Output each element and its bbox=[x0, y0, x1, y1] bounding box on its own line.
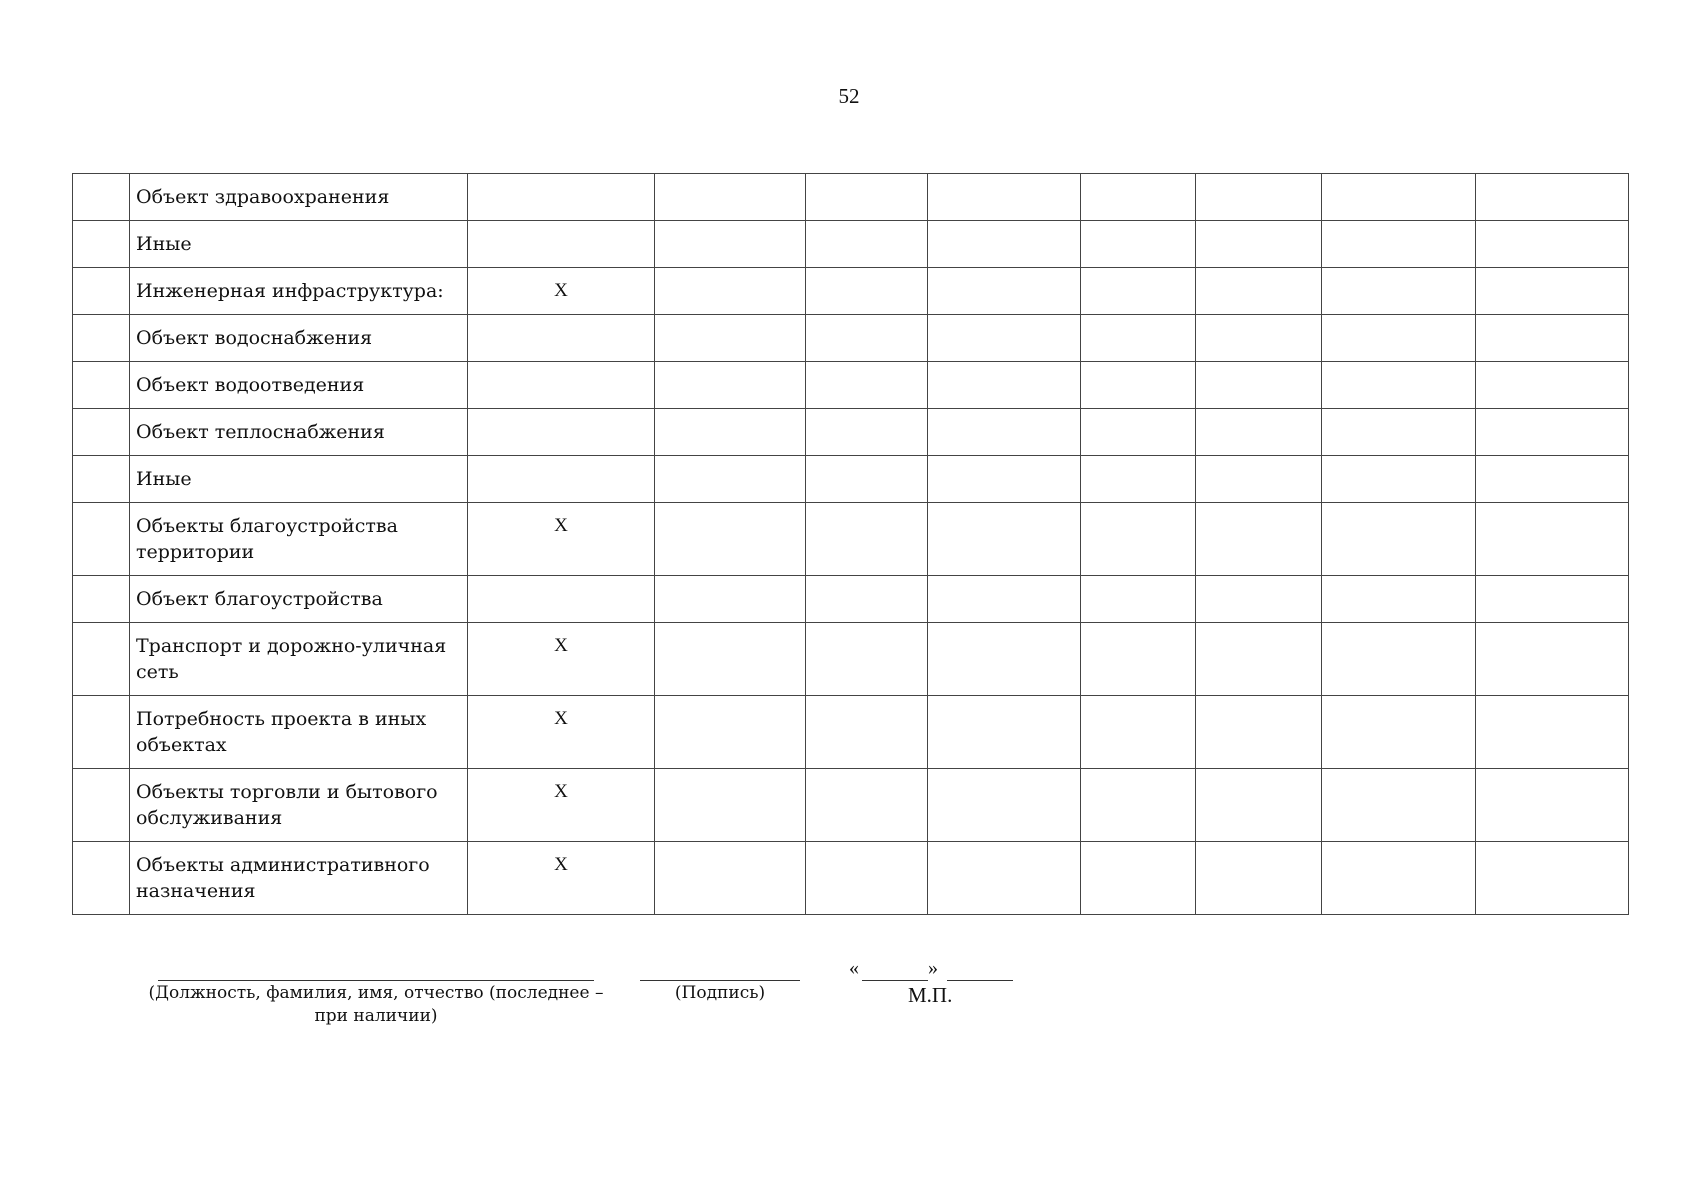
empty-cell bbox=[928, 576, 1081, 623]
empty-cell bbox=[655, 696, 806, 769]
empty-cell bbox=[1322, 362, 1476, 409]
row-label-cell: Потребность проекта в иных объектах bbox=[130, 696, 468, 769]
empty-cell bbox=[806, 174, 928, 221]
empty-cell bbox=[1081, 576, 1196, 623]
row-mark-cell: Х bbox=[468, 769, 655, 842]
empty-cell bbox=[1476, 409, 1629, 456]
empty-cell bbox=[655, 409, 806, 456]
empty-cell bbox=[1322, 268, 1476, 315]
empty-cell bbox=[928, 409, 1081, 456]
empty-cell bbox=[928, 221, 1081, 268]
row-number-cell bbox=[73, 842, 130, 915]
date-close-quote: » bbox=[928, 957, 938, 979]
empty-cell bbox=[655, 268, 806, 315]
row-number-cell bbox=[73, 409, 130, 456]
empty-cell bbox=[1322, 696, 1476, 769]
row-mark-cell bbox=[468, 362, 655, 409]
table-row bbox=[73, 174, 1629, 221]
row-mark-cell bbox=[468, 221, 655, 268]
row-number-cell bbox=[73, 576, 130, 623]
empty-cell bbox=[655, 576, 806, 623]
date-month-line bbox=[947, 980, 1013, 981]
empty-cell bbox=[928, 268, 1081, 315]
empty-cell bbox=[655, 315, 806, 362]
empty-cell bbox=[1081, 842, 1196, 915]
empty-cell bbox=[806, 576, 928, 623]
empty-cell bbox=[1196, 842, 1322, 915]
empty-cell bbox=[655, 623, 806, 696]
row-label-cell: Объект благоустройства bbox=[130, 576, 468, 623]
empty-cell bbox=[1322, 221, 1476, 268]
table-row bbox=[73, 268, 1629, 315]
empty-cell bbox=[1476, 769, 1629, 842]
table-row bbox=[73, 456, 1629, 503]
signature-line bbox=[640, 980, 800, 981]
row-number-cell bbox=[73, 769, 130, 842]
row-label-cell: Объект здравоохранения bbox=[130, 174, 468, 221]
position-caption-line-2: при наличии) bbox=[314, 1006, 438, 1026]
empty-cell bbox=[1196, 623, 1322, 696]
empty-cell bbox=[655, 362, 806, 409]
position-caption-line-1: (Должность, фамилия, имя, отчество (последнее – bbox=[148, 983, 604, 1003]
empty-cell bbox=[806, 623, 928, 696]
stamp-label: М.П. bbox=[908, 983, 953, 1007]
empty-cell bbox=[1196, 221, 1322, 268]
empty-cell bbox=[1196, 576, 1322, 623]
row-mark-cell bbox=[468, 315, 655, 362]
row-label-cell: Объект водоотведения bbox=[130, 362, 468, 409]
table-row bbox=[73, 503, 1629, 576]
empty-cell bbox=[1196, 769, 1322, 842]
table-body bbox=[73, 174, 1629, 915]
page-number: 52 bbox=[838, 84, 860, 108]
empty-cell bbox=[1081, 315, 1196, 362]
row-number-cell bbox=[73, 174, 130, 221]
empty-cell bbox=[928, 456, 1081, 503]
row-mark-cell bbox=[468, 456, 655, 503]
row-label-cell: Объекты административного назначения bbox=[130, 842, 468, 915]
row-label-cell: Транспорт и дорожно-уличная сеть bbox=[130, 623, 468, 696]
empty-cell bbox=[1476, 503, 1629, 576]
table-row bbox=[73, 696, 1629, 769]
row-label-cell: Объекты благоустройства территории bbox=[130, 503, 468, 576]
row-number-cell bbox=[73, 696, 130, 769]
empty-cell bbox=[1476, 315, 1629, 362]
row-mark-cell bbox=[468, 409, 655, 456]
row-mark-cell: Х bbox=[468, 268, 655, 315]
row-label-cell: Иные bbox=[130, 456, 468, 503]
empty-cell bbox=[655, 456, 806, 503]
empty-cell bbox=[1196, 362, 1322, 409]
empty-cell bbox=[806, 842, 928, 915]
empty-cell bbox=[1322, 315, 1476, 362]
row-number-cell bbox=[73, 456, 130, 503]
table-row bbox=[73, 221, 1629, 268]
empty-cell bbox=[928, 623, 1081, 696]
row-mark-cell: Х bbox=[468, 696, 655, 769]
empty-cell bbox=[1196, 409, 1322, 456]
empty-cell bbox=[1322, 174, 1476, 221]
empty-cell bbox=[655, 174, 806, 221]
empty-cell bbox=[1476, 456, 1629, 503]
table-row bbox=[73, 769, 1629, 842]
row-mark-cell bbox=[468, 576, 655, 623]
empty-cell bbox=[806, 696, 928, 769]
empty-cell bbox=[928, 174, 1081, 221]
table-row bbox=[73, 409, 1629, 456]
empty-cell bbox=[1081, 503, 1196, 576]
empty-cell bbox=[1081, 696, 1196, 769]
empty-cell bbox=[655, 842, 806, 915]
row-number-cell bbox=[73, 503, 130, 576]
table-row bbox=[73, 362, 1629, 409]
empty-cell bbox=[1081, 456, 1196, 503]
row-number-cell bbox=[73, 362, 130, 409]
empty-cell bbox=[806, 409, 928, 456]
data-table bbox=[72, 173, 1629, 915]
empty-cell bbox=[1322, 456, 1476, 503]
row-label-cell: Иные bbox=[130, 221, 468, 268]
empty-cell bbox=[806, 769, 928, 842]
row-mark-cell: Х bbox=[468, 842, 655, 915]
empty-cell bbox=[1322, 623, 1476, 696]
empty-cell bbox=[806, 221, 928, 268]
empty-cell bbox=[1322, 769, 1476, 842]
empty-cell bbox=[1476, 576, 1629, 623]
position-caption bbox=[148, 982, 604, 1028]
empty-cell bbox=[806, 315, 928, 362]
empty-cell bbox=[1476, 842, 1629, 915]
empty-cell bbox=[928, 696, 1081, 769]
empty-cell bbox=[806, 503, 928, 576]
empty-cell bbox=[1196, 315, 1322, 362]
empty-cell bbox=[806, 268, 928, 315]
empty-cell bbox=[1322, 576, 1476, 623]
empty-cell bbox=[1081, 221, 1196, 268]
empty-cell bbox=[1081, 409, 1196, 456]
signature-block bbox=[0, 948, 1698, 1048]
empty-cell bbox=[1196, 696, 1322, 769]
empty-cell bbox=[928, 315, 1081, 362]
empty-cell bbox=[928, 362, 1081, 409]
row-label-cell: Объекты торговли и бытового обслуживания bbox=[130, 769, 468, 842]
row-label-cell: Объект теплоснабжения bbox=[130, 409, 468, 456]
table-row bbox=[73, 842, 1629, 915]
empty-cell bbox=[1476, 221, 1629, 268]
empty-cell bbox=[1196, 456, 1322, 503]
empty-cell bbox=[1196, 503, 1322, 576]
row-number-cell bbox=[73, 315, 130, 362]
date-open-quote: « bbox=[849, 957, 859, 979]
empty-cell bbox=[1476, 268, 1629, 315]
empty-cell bbox=[655, 503, 806, 576]
signature-caption: (Подпись) bbox=[674, 983, 766, 1003]
empty-cell bbox=[1322, 409, 1476, 456]
table-row bbox=[73, 315, 1629, 362]
table-row bbox=[73, 576, 1629, 623]
row-number-cell bbox=[73, 221, 130, 268]
empty-cell bbox=[928, 503, 1081, 576]
empty-cell bbox=[1476, 174, 1629, 221]
empty-cell bbox=[1081, 174, 1196, 221]
row-label-cell: Инженерная инфраструктура: bbox=[130, 268, 468, 315]
empty-cell bbox=[1196, 268, 1322, 315]
empty-cell bbox=[806, 362, 928, 409]
row-mark-cell: Х bbox=[468, 623, 655, 696]
row-mark-cell: Х bbox=[468, 503, 655, 576]
empty-cell bbox=[928, 842, 1081, 915]
empty-cell bbox=[1081, 769, 1196, 842]
row-label-cell: Объект водоснабжения bbox=[130, 315, 468, 362]
empty-cell bbox=[1322, 503, 1476, 576]
table-row bbox=[73, 623, 1629, 696]
empty-cell bbox=[1476, 623, 1629, 696]
position-signature-line bbox=[158, 980, 594, 981]
empty-cell bbox=[1081, 362, 1196, 409]
empty-cell bbox=[1081, 268, 1196, 315]
empty-cell bbox=[1476, 696, 1629, 769]
row-number-cell bbox=[73, 268, 130, 315]
row-mark-cell bbox=[468, 174, 655, 221]
empty-cell bbox=[1476, 362, 1629, 409]
empty-cell bbox=[1196, 174, 1322, 221]
empty-cell bbox=[1322, 842, 1476, 915]
empty-cell bbox=[655, 221, 806, 268]
empty-cell bbox=[806, 456, 928, 503]
date-day-line bbox=[862, 980, 928, 981]
row-number-cell bbox=[73, 623, 130, 696]
empty-cell bbox=[928, 769, 1081, 842]
empty-cell bbox=[1081, 623, 1196, 696]
empty-cell bbox=[655, 769, 806, 842]
